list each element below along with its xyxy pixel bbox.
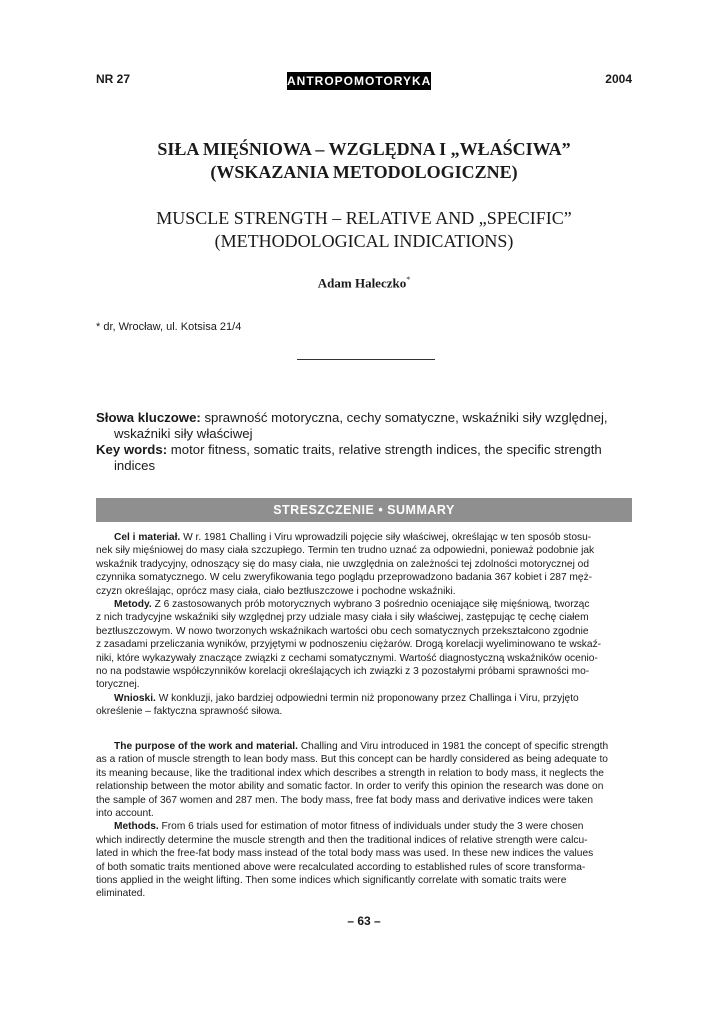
abstract-english: [96, 740, 632, 901]
abstract-line: [96, 692, 632, 705]
title-polish: [96, 138, 632, 184]
title-english: [96, 207, 632, 253]
abstract-line: z zasadami przeliczania wyników, przyjętymi w podnoszeniu ciężarów. Drogą korelacji wyeliminowano te wskaź-: [96, 639, 602, 651]
abstract-line: lated in which the free-fat body mass instead of the total body mass was used. In these new indices the values: [96, 848, 594, 860]
page-number: – 63 –: [347, 914, 381, 928]
abstract-line: eliminated.: [96, 888, 146, 900]
abstract-line: z nich tradycyjne wskaźniki siły względnej przy udziale masy ciała i siły właściwej, zastępując tę cechę ciałem: [96, 612, 589, 624]
keywords-en-text: motor fitness, somatic traits, relative strength indices, the specific strength: [167, 442, 602, 457]
affiliation: * dr, Wrocław, ul. Kotsisa 21/4: [96, 321, 242, 333]
journal-name: ANTROPOMOTORYKA: [287, 74, 432, 88]
keywords-pl-cont: wskaźniki siły właściwej: [114, 426, 253, 441]
abstract-en-p1-label: The purpose of the work and material.: [114, 741, 298, 752]
abstract-line: the sample of 367 women and 287 men. The body mass, free fat body mass and derivative indices were taken: [96, 794, 594, 806]
abstract-line: [96, 740, 632, 753]
abstract-line: into account.: [96, 808, 154, 820]
abstract-text: Z 6 zastosowanych prób motorycznych wybrano 3 pośrednio oceniające siłę mięśniową, tworząc: [151, 599, 590, 611]
abstract-line: relationship between the motor ability and somatic factor. In order to verify this opinion the research was done on: [96, 781, 604, 793]
abstract-line: [96, 820, 632, 833]
abstract-line: określenie – faktyczna sprawność siłowa.: [96, 706, 283, 718]
abstract-text: Challing and Viru introduced in 1981 the concept of specific strength: [297, 741, 609, 752]
issue-number: NR 27: [96, 72, 131, 86]
abstract-line: beztłuszczowym. W nowo tworzonych wskaźnikach wartości obu cech somatycznych przekształcono zgodnie: [96, 625, 589, 637]
abstract-line: tions applied in the weight lifting. Then some indices which significantly correlate with somatic traits were: [96, 875, 567, 887]
abstract-line: torycznej.: [96, 679, 140, 691]
title-polish-line: (WSKAZANIA METODOLOGICZNE): [210, 162, 518, 182]
keywords-pl-text: sprawność motoryczna, cechy somatyczne, wskaźniki siły względnej,: [200, 410, 608, 425]
abstract-text: W r. 1981 Challing i Viru wprowadzili pojęcie siły właściwej, określając w ten sposób stosu-: [180, 532, 592, 543]
author: [96, 275, 632, 291]
title-polish-line: SIŁA MIĘŚNIOWA – WZGLĘDNA I „WŁAŚCIWA”: [157, 139, 571, 159]
abstract-line: czyzn określając, oprócz masy ciała, ciało beztłuszczowe i pochodne wskaźniki.: [96, 585, 456, 597]
abstract-line: wskaźnik tradycyjny, odnoszący się do masy ciała, nie uwzględnia on zależności tej zdolności motorycznej od: [96, 558, 590, 570]
abstract-line: czynnika somatycznego. W celu zweryfikowania tego poglądu przeprowadzono badania 367 kobiet i 287 męż-: [96, 572, 593, 584]
keywords-en: [96, 442, 632, 458]
keywords-en-cont: indices: [114, 458, 156, 473]
abstract-line: no na podstawie współczynników korelacji określających ich związki z 3 pozostałymi próbami sprawności mo-: [96, 666, 590, 678]
abstract-en-p2-label: Methods.: [114, 821, 159, 833]
abstract-text: From 6 trials used for estimation of motor fitness of individuals under study the 3 were chosen: [158, 821, 584, 833]
author-footnote-mark: *: [406, 275, 411, 284]
keywords-block: [96, 410, 632, 474]
abstract-line: as a ration of muscle strength to lean body mass. But this concept can be hardly considered as being adequate to: [96, 754, 608, 766]
title-english-line: MUSCLE STRENGTH – RELATIVE AND „SPECIFIC”: [156, 208, 572, 228]
abstract-line: which indirectly determine the muscle strength and then the traditional indices of relative strength were calcu-: [96, 834, 588, 846]
keywords-en-label: Key words:: [96, 442, 168, 457]
abstract-line: [96, 531, 632, 544]
abstract-line: niki, które wykazywały znaczące związki z cechami somatycznymi. Wartość diagnostyczną wskaźników oceniо-: [96, 652, 598, 664]
author-name: Adam Haleczko: [317, 275, 407, 291]
abstract-pl-p1-label: Cel i materiał.: [114, 532, 181, 543]
abstract-line: of both somatic traits mentioned above were recalculated according to established rules of score transforma-: [96, 861, 586, 873]
abstract-pl-p2-label: Metody.: [114, 599, 152, 611]
abstract-line: nek siły mięśniowej do masy ciała szczupłego. Termin ten trudno uznać za odpowiedni, ponieważ podobnie jak: [96, 545, 595, 557]
title-english-line: (METHODOLOGICAL INDICATIONS): [214, 231, 514, 251]
abstract-polish: [96, 531, 632, 719]
abstract-line: [96, 598, 632, 611]
keywords-pl-label: Słowa kluczowe:: [96, 410, 201, 425]
abstract-line: its meaning because, like the traditional index which describes a strength in relation to body mass, it neglects the: [96, 767, 604, 779]
separator-line: [297, 359, 435, 360]
abstract-pl-p3-label: Wnioski.: [114, 692, 156, 704]
year: 2004: [605, 72, 632, 86]
summary-banner: STRESZCZENIE • SUMMARY: [96, 498, 632, 522]
abstract-text: W konkluzji, jako bardziej odpowiedni termin niż proponowany przez Challinga i Viru, przyjęto: [155, 692, 579, 704]
keywords-pl: [96, 410, 632, 426]
